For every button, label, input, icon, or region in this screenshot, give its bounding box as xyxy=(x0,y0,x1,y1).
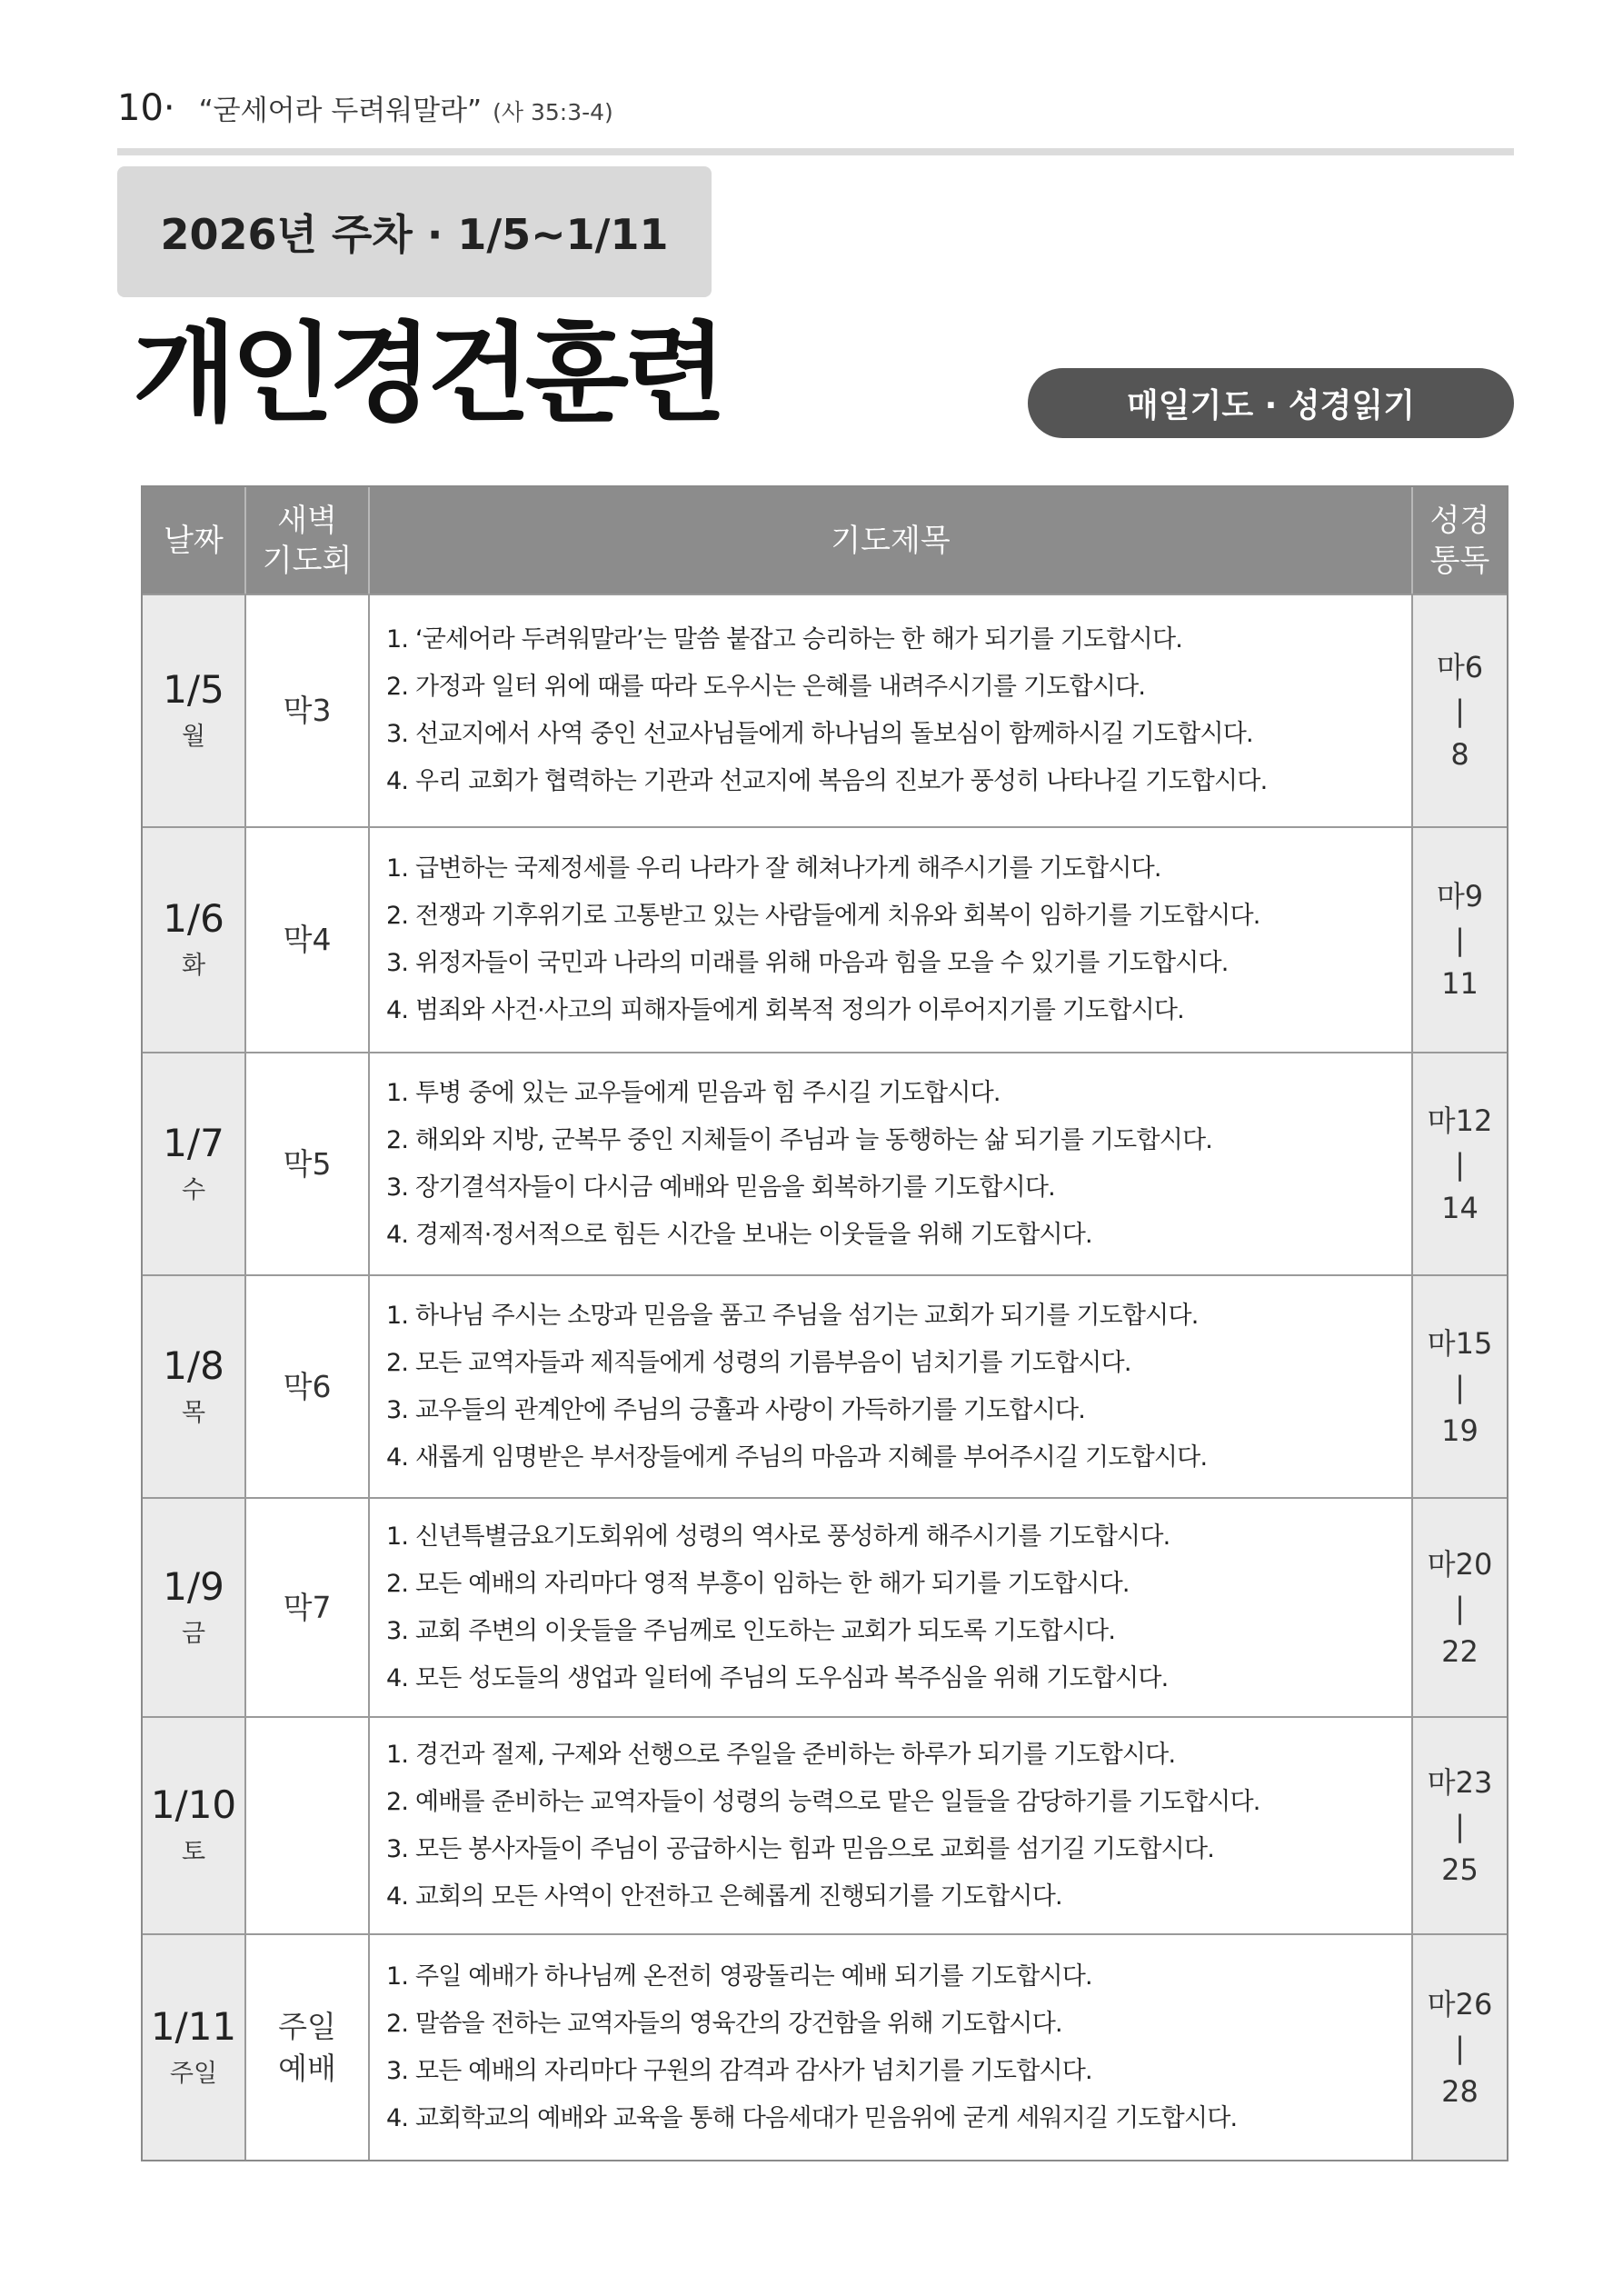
prayer-topic-4: 4. 범죄와 사건·사고의 피해자들에게 회복적 정의가 이루어지기를 기도합시다. xyxy=(386,996,1184,1024)
date-cell xyxy=(143,1276,244,1497)
page-title: 개인경건훈련 xyxy=(133,311,722,436)
prayer-topic-1: 1. ‘굳세어라 두려워말라’는 말씀 붙잡고 승리하는 한 해가 되기를 기도합시다. xyxy=(386,625,1183,654)
date-cell xyxy=(143,1935,244,2160)
date-label: 1/6 xyxy=(163,896,224,941)
header-motto: “굳세어라 두려워말라” xyxy=(198,95,483,127)
prayer-topic-3: 3. 위정자들이 국민과 나라의 미래를 위해 마음과 힘을 모을 수 있기를 기도합시다. xyxy=(386,949,1229,977)
prayer-topic-3: 3. 선교지에서 사역 중인 선교사님들에게 하나님의 돌보심이 함께하시길 기도합시다. xyxy=(386,720,1253,748)
prayer-topic-4: 4. 경제적·정서적으로 힘든 시간을 보내는 이웃들을 위해 기도합시다. xyxy=(386,1220,1092,1249)
prayer-topic-1: 1. 하나님 주시는 소망과 믿음을 품고 주님을 섬기는 교회가 되기를 기도합시다. xyxy=(386,1301,1199,1330)
reading-start: 마12 xyxy=(1427,1103,1493,1138)
prayer-topics-cell xyxy=(368,1718,1411,1933)
weekday-label: 목 xyxy=(181,1398,206,1427)
header-date-label: 날짜 xyxy=(164,522,224,559)
reading-end: 25 xyxy=(1441,1852,1479,1887)
table-row xyxy=(143,1933,1507,2160)
dawn-service-cell xyxy=(244,828,368,1052)
prayer-topic-3: 3. 모든 예배의 자리마다 구원의 감격과 감사가 넘치기를 기도합시다. xyxy=(386,2056,1092,2085)
reading-separator: | xyxy=(1455,1590,1465,1625)
header-dawn-line2: 기도회 xyxy=(262,542,353,579)
weekday-label: 토 xyxy=(181,1837,206,1866)
reading-separator: | xyxy=(1455,694,1465,728)
prayer-topics-cell xyxy=(368,1499,1411,1716)
table-row xyxy=(143,1052,1507,1274)
prayer-topic-1: 1. 급변하는 국제정세를 우리 나라가 잘 헤쳐나가게 해주시기를 기도합시다. xyxy=(386,854,1161,883)
date-label: 1/10 xyxy=(150,1782,237,1827)
weekday-label: 화 xyxy=(181,952,206,980)
prayer-topic-4: 4. 교회의 모든 사역이 안전하고 은혜롭게 진행되기를 기도합시다. xyxy=(386,1882,1062,1911)
prayer-topic-4: 4. 새롭게 임명받은 부서장들에게 주님의 마음과 지혜를 부어주시길 기도합시다. xyxy=(386,1442,1208,1472)
reading-separator: | xyxy=(1455,1808,1465,1843)
date-cell xyxy=(143,595,244,826)
table-row xyxy=(143,594,1507,826)
header-scripture-reference: (사 35:3-4) xyxy=(493,99,613,125)
header-reading-line2: 통독 xyxy=(1429,542,1490,579)
dawn-service-cell xyxy=(244,1935,368,2160)
weekday-label: 금 xyxy=(181,1619,206,1648)
table-row xyxy=(143,1716,1507,1933)
date-cell xyxy=(143,1499,244,1716)
dawn-passage: 막4 xyxy=(283,922,332,957)
prayer-topic-3: 3. 장기결석자들이 다시금 예배와 믿음을 회복하기를 기도합시다. xyxy=(386,1173,1055,1202)
date-label: 1/5 xyxy=(163,667,224,712)
reading-separator: | xyxy=(1455,1369,1465,1404)
prayer-topic-4: 4. 모든 성도들의 생업과 일터에 주님의 도우심과 복주심을 위해 기도합시다. xyxy=(386,1663,1169,1692)
table-row xyxy=(143,826,1507,1052)
reading-end: 28 xyxy=(1441,2073,1479,2109)
reading-start: 마6 xyxy=(1436,650,1484,684)
reading-start: 마20 xyxy=(1427,1546,1493,1582)
header-prayer-label: 기도제목 xyxy=(831,522,951,559)
table-row xyxy=(143,1497,1507,1716)
prayer-topic-1: 1. 경건과 절제, 구제와 선행으로 주일을 준비하는 하루가 되기를 기도합시다. xyxy=(386,1740,1176,1769)
dawn-service-cell xyxy=(244,1053,368,1274)
table-row xyxy=(143,1274,1507,1497)
prayer-topic-2: 2. 해외와 지방, 군복무 중인 지체들이 주님과 늘 동행하는 삶 되기를 기도합시다. xyxy=(386,1125,1213,1154)
prayer-topic-2: 2. 모든 교역자들과 제직들에게 성령의 기름부음이 넘치기를 기도합시다. xyxy=(386,1348,1131,1377)
reading-start: 마15 xyxy=(1427,1325,1493,1361)
prayer-topic-2: 2. 말씀을 전하는 교역자들의 영육간의 강건함을 위해 기도합시다. xyxy=(386,2009,1062,2038)
prayer-topic-4: 4. 교회학교의 예배와 교육을 통해 다음세대가 믿음위에 굳게 세워지길 기도합시다. xyxy=(386,2103,1238,2132)
date-label: 1/11 xyxy=(150,2003,237,2049)
prayer-topics-cell xyxy=(368,828,1411,1052)
header-bible-reading xyxy=(1411,487,1507,594)
dawn-service-cell xyxy=(244,1718,368,1933)
bible-reading-cell xyxy=(1411,1718,1507,1933)
reading-separator: | xyxy=(1455,2030,1465,2065)
reading-separator: | xyxy=(1455,1146,1465,1182)
prayer-topics-cell xyxy=(368,595,1411,826)
prayer-topic-1: 1. 투병 중에 있는 교우들에게 믿음과 힘 주시길 기도합시다. xyxy=(386,1078,1001,1107)
date-cell xyxy=(143,1053,244,1274)
week-label: 2026년 주차 · 1/5~1/11 xyxy=(117,166,712,297)
bible-reading-cell xyxy=(1411,828,1507,1052)
reading-separator: | xyxy=(1455,923,1465,957)
page-number: 10· xyxy=(117,87,175,129)
reading-end: 8 xyxy=(1450,737,1469,772)
reading-end: 14 xyxy=(1441,1190,1479,1225)
dawn-passage: 막6 xyxy=(283,1368,332,1404)
dawn-service-cell xyxy=(244,595,368,826)
reading-start: 마9 xyxy=(1436,879,1484,913)
bible-reading-cell xyxy=(1411,595,1507,826)
dawn-passage: 막7 xyxy=(283,1589,332,1625)
header-dawn-line1: 새벽 xyxy=(277,502,337,539)
dawn-passage: 막5 xyxy=(283,1145,332,1182)
reading-end: 11 xyxy=(1441,966,1479,1001)
prayer-topics-cell xyxy=(368,1935,1411,2160)
prayer-topic-2: 2. 모든 예배의 자리마다 영적 부흥이 임하는 한 해가 되기를 기도합시다. xyxy=(386,1569,1130,1598)
weekday-label: 주일 xyxy=(169,2059,218,2088)
reading-end: 19 xyxy=(1441,1413,1479,1448)
page-header xyxy=(117,87,613,142)
reading-start: 마23 xyxy=(1427,1764,1493,1800)
bible-reading-cell xyxy=(1411,1276,1507,1497)
prayer-topic-1: 1. 주일 예배가 하나님께 온전히 영광돌리는 예배 되기를 기도합시다. xyxy=(386,1962,1092,1991)
weekday-label: 수 xyxy=(181,1175,206,1204)
bible-reading-cell xyxy=(1411,1053,1507,1274)
prayer-topic-2: 2. 예배를 준비하는 교역자들이 성령의 능력으로 맡은 일들을 감당하기를 기도합시다. xyxy=(386,1787,1260,1816)
dawn-passage: 막3 xyxy=(283,693,332,728)
bible-reading-cell xyxy=(1411,1935,1507,2160)
prayer-topics-cell xyxy=(368,1053,1411,1274)
prayer-topic-2: 2. 전쟁과 기후위기로 고통받고 있는 사람들에게 치유와 회복이 임하기를 기도합시다. xyxy=(386,902,1260,930)
header-divider xyxy=(117,148,1514,155)
prayer-topics-cell xyxy=(368,1276,1411,1497)
prayer-topic-3: 3. 모든 봉사자들이 주님이 공급하시는 힘과 믿음으로 교회를 섬기길 기도합시다. xyxy=(386,1834,1215,1863)
prayer-topic-1: 1. 신년특별금요기도회위에 성령의 역사로 풍성하게 해주시기를 기도합시다. xyxy=(386,1522,1170,1551)
date-cell xyxy=(143,1718,244,1933)
prayer-schedule-table xyxy=(141,485,1508,2161)
date-cell xyxy=(143,828,244,1052)
date-label: 1/8 xyxy=(163,1343,224,1388)
prayer-topic-4: 4. 우리 교회가 협력하는 기관과 선교지에 복음의 진보가 풍성히 나타나길 기도합시다. xyxy=(386,767,1268,795)
table-header-row xyxy=(143,487,1507,594)
dawn-passage-line2: 예배 xyxy=(278,2050,336,2086)
header-date xyxy=(143,487,244,594)
prayer-topic-3: 3. 교우들의 관계안에 주님의 긍휼과 사랑이 가득하기를 기도합시다. xyxy=(386,1395,1086,1424)
category-badge: 매일기도 · 성경읽기 xyxy=(1028,368,1514,438)
prayer-topic-3: 3. 교회 주변의 이웃들을 주님께로 인도하는 교회가 되도록 기도합시다. xyxy=(386,1616,1116,1645)
dawn-service-cell xyxy=(244,1276,368,1497)
weekday-label: 월 xyxy=(181,723,206,751)
dawn-service-cell xyxy=(244,1499,368,1716)
header-reading-line1: 성경 xyxy=(1429,502,1490,539)
header-dawn-service xyxy=(244,487,368,594)
date-label: 1/7 xyxy=(163,1120,224,1165)
reading-start: 마26 xyxy=(1427,1986,1493,2021)
header-prayer-topics xyxy=(368,487,1411,594)
prayer-topic-2: 2. 가정과 일터 위에 때를 따라 도우시는 은혜를 내려주시기를 기도합시다. xyxy=(386,673,1146,701)
dawn-passage: 주일 xyxy=(278,2008,336,2044)
reading-end: 22 xyxy=(1441,1633,1479,1669)
date-label: 1/9 xyxy=(163,1563,224,1609)
bible-reading-cell xyxy=(1411,1499,1507,1716)
